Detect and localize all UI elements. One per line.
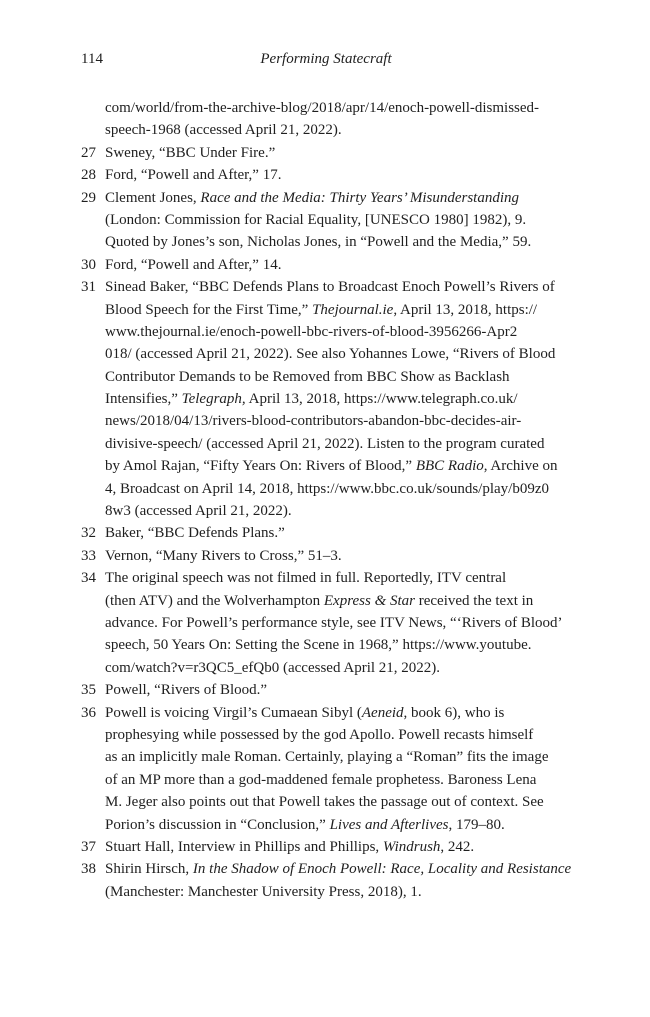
text-run: Porion’s discussion in “Conclusion,”	[105, 816, 330, 833]
endnote-text	[105, 634, 531, 656]
endnote-text	[105, 814, 505, 836]
endnote-line	[81, 545, 571, 567]
endnote-line	[81, 746, 571, 768]
endnote-line	[81, 410, 571, 432]
text-run: as an implicitly male Roman. Certainly, playing a “Roman” fits the image	[105, 749, 549, 766]
text-run: 8w3 (accessed April 21, 2022).	[105, 503, 292, 520]
text-run: The original speech was not filmed in full. Reportedly, ITV central	[105, 570, 507, 587]
endnote-text	[105, 276, 555, 298]
endnote-line	[81, 634, 571, 656]
text-run: Vernon, “Many Rivers to Cross,” 51–3.	[105, 547, 342, 564]
endnote-text	[105, 164, 281, 186]
italic-title: Windrush	[382, 838, 441, 855]
endnote-number: 30	[81, 256, 96, 273]
text-run: Shirin Hirsch,	[105, 861, 193, 878]
text-run: of an MP more than a god-maddened female prophetess. Baroness Lena	[105, 771, 537, 788]
text-run: speech, 50 Years On: Setting the Scene in 1968,” https://www.youtube.	[105, 637, 532, 654]
text-run: Ford, “Powell and After,” 17.	[105, 167, 282, 184]
endnote-line	[81, 724, 571, 746]
endnote-text	[105, 858, 571, 880]
text-run: Clement Jones,	[105, 189, 201, 206]
endnote-line	[81, 657, 571, 679]
italic-title: Express & Star	[323, 592, 415, 609]
text-run: Stuart Hall, Interview in Phillips and Phillips,	[105, 838, 383, 855]
endnote-line	[81, 858, 571, 880]
endnote-line	[81, 97, 571, 119]
endnote-text	[105, 455, 557, 477]
endnote-line	[81, 321, 571, 343]
text-run: Intensifies,”	[105, 391, 182, 408]
endnote-text	[105, 187, 519, 209]
endnote-line	[81, 814, 571, 836]
endnote-line	[81, 455, 571, 477]
endnote-number: 36	[81, 704, 96, 721]
endnote-number: 29	[81, 189, 96, 206]
endnote-text	[105, 142, 275, 164]
text-run: (then ATV) and the Wolverhampton	[105, 592, 324, 609]
endnote-line	[81, 119, 571, 141]
endnote-text	[105, 321, 517, 343]
text-run: Powell, “Rivers of Blood.”	[105, 682, 268, 699]
text-run: com/world/from-the-archive-blog/2018/apr/14/enoch-powell-dismissed-	[105, 100, 540, 116]
text-run: com/watch?v=r3QC5_efQb0 (accessed April 21, 2022).	[105, 659, 441, 676]
text-run: Sweney, “BBC Under Fire.”	[105, 144, 276, 161]
italic-title: In the Shadow of Enoch Powell: Race, Locality and Resistance	[192, 861, 572, 878]
endnote-text	[105, 97, 539, 119]
endnote-line	[81, 836, 571, 858]
text-run: , April 13, 2018, https://	[393, 301, 538, 318]
endnote-line	[81, 478, 571, 500]
italic-title: Aeneid	[361, 704, 404, 721]
italic-title: Thejournal.ie	[312, 301, 394, 318]
endnote-number: 31	[81, 279, 96, 296]
endnote-number: 28	[81, 167, 96, 184]
endnote-number: 34	[81, 570, 96, 587]
endnote-line	[81, 522, 571, 544]
endnote-line	[81, 142, 571, 164]
endnote-text	[105, 881, 422, 903]
text-run: (London: Commission for Racial Equality, [UNESCO 1980] 1982), 9.	[105, 211, 527, 228]
text-run: divisive-speech/ (accessed April 21, 2022). Listen to the program curated	[105, 435, 545, 452]
endnote-text	[105, 724, 533, 746]
endnote-text	[105, 209, 526, 231]
endnote-text	[105, 791, 544, 813]
text-run: received the text in	[415, 592, 534, 609]
text-run: Powell is voicing Virgil’s Cumaean Sibyl (	[105, 704, 362, 721]
italic-title: Lives and Afterlives	[329, 816, 449, 833]
endnote-line	[81, 343, 571, 365]
endnote-line	[81, 164, 571, 186]
endnote-number: 27	[81, 144, 96, 161]
text-run: 018/ (accessed April 21, 2022). See also Yohannes Lowe, “Rivers of Blood	[105, 346, 556, 363]
endnote-line	[81, 769, 571, 791]
endnote-line	[81, 881, 571, 903]
text-run: April 13, 2018, https://www.telegraph.co.uk/	[245, 391, 518, 408]
text-run: , 179–80.	[448, 816, 505, 833]
endnote-number: 33	[81, 547, 96, 564]
text-run: by Amol Rajan, “Fifty Years On: Rivers of Blood,”	[105, 458, 416, 475]
endnote-text	[105, 836, 474, 858]
endnote-line	[81, 276, 571, 298]
endnote-line	[81, 702, 571, 724]
endnote-text	[105, 702, 504, 724]
text-run: , book 6), who is	[403, 704, 505, 721]
page-header	[81, 51, 571, 73]
running-title: Performing Statecraft	[260, 51, 392, 67]
page-number: 114	[81, 51, 103, 67]
endnote-number: 37	[81, 838, 96, 855]
endnote-line	[81, 433, 571, 455]
text-run: advance. For Powell’s performance style, see ITV News, “‘Rivers of Blood’	[105, 614, 563, 631]
endnote-text	[105, 343, 555, 365]
italic-title: Telegraph,	[181, 391, 246, 408]
endnote-text	[105, 679, 267, 701]
text-run: Quoted by Jones’s son, Nicholas Jones, in “Powell and the Media,” 59.	[105, 234, 532, 251]
text-run: news/2018/04/13/rivers-blood-contributors-abandon-bbc-decides-air-	[105, 413, 522, 430]
endnote-line	[81, 187, 571, 209]
endnote-text	[105, 769, 536, 791]
text-run: Sinead Baker, “BBC Defends Plans to Broadcast Enoch Powell’s Rivers of	[105, 279, 555, 296]
endnote-line	[81, 388, 571, 410]
endnote-text	[105, 254, 281, 276]
text-run: M. Jeger also points out that Powell takes the passage out of context. See	[105, 794, 544, 811]
endnote-text	[105, 388, 518, 410]
endnote-text	[105, 657, 440, 679]
endnote-text	[105, 612, 563, 634]
endnote-text	[105, 366, 510, 388]
text-run: Blood Speech for the First Time,”	[105, 301, 313, 318]
endnote-text	[105, 545, 342, 567]
endnote-text	[105, 433, 544, 455]
endnote-line	[81, 366, 571, 388]
endnote-line	[81, 679, 571, 701]
text-run: Ford, “Powell and After,” 14.	[105, 256, 282, 273]
endnote-number: 35	[81, 682, 96, 699]
endnote-text	[105, 231, 531, 253]
endnote-line	[81, 500, 571, 522]
endnote-text	[105, 567, 506, 589]
endnote-text	[105, 590, 533, 612]
endnote-line	[81, 567, 571, 589]
endnote-line	[81, 254, 571, 276]
text-run: 4, Broadcast on April 14, 2018, https://www.bbc.co.uk/sounds/play/b09z0	[105, 480, 549, 497]
text-run: (Manchester: Manchester University Press, 2018), 1.	[105, 883, 422, 900]
endnote-number: 38	[81, 861, 96, 878]
endnote-text	[105, 410, 521, 432]
text-run: speech-1968 (accessed April 21, 2022).	[105, 122, 342, 139]
endnote-text	[105, 478, 549, 500]
endnote-line	[81, 590, 571, 612]
endnote-text	[105, 119, 342, 141]
text-run: Baker, “BBC Defends Plans.”	[105, 525, 285, 542]
endnote-line	[81, 299, 571, 321]
endnote-line	[81, 209, 571, 231]
italic-title: Race and the Media: Thirty Years’ Misunderstanding	[200, 189, 519, 206]
text-run: Contributor Demands to be Removed from BBC Show as Backlash	[105, 368, 510, 385]
endnotes-list	[81, 97, 571, 903]
text-run: , Archive on	[483, 458, 558, 475]
text-run: prophesying while possessed by the god Apollo. Powell recasts himself	[105, 726, 534, 743]
text-run: , 242.	[440, 838, 475, 855]
endnote-line	[81, 791, 571, 813]
endnote-text	[105, 746, 549, 768]
endnote-text	[105, 500, 292, 522]
endnote-text	[105, 522, 285, 544]
endnote-line	[81, 612, 571, 634]
text-run: www.thejournal.ie/enoch-powell-bbc-rivers-of-blood-3956266-Apr2	[105, 323, 518, 340]
italic-title: BBC Radio	[415, 458, 484, 475]
endnote-text	[105, 299, 537, 321]
endnote-number: 32	[81, 525, 96, 542]
endnote-line	[81, 231, 571, 253]
